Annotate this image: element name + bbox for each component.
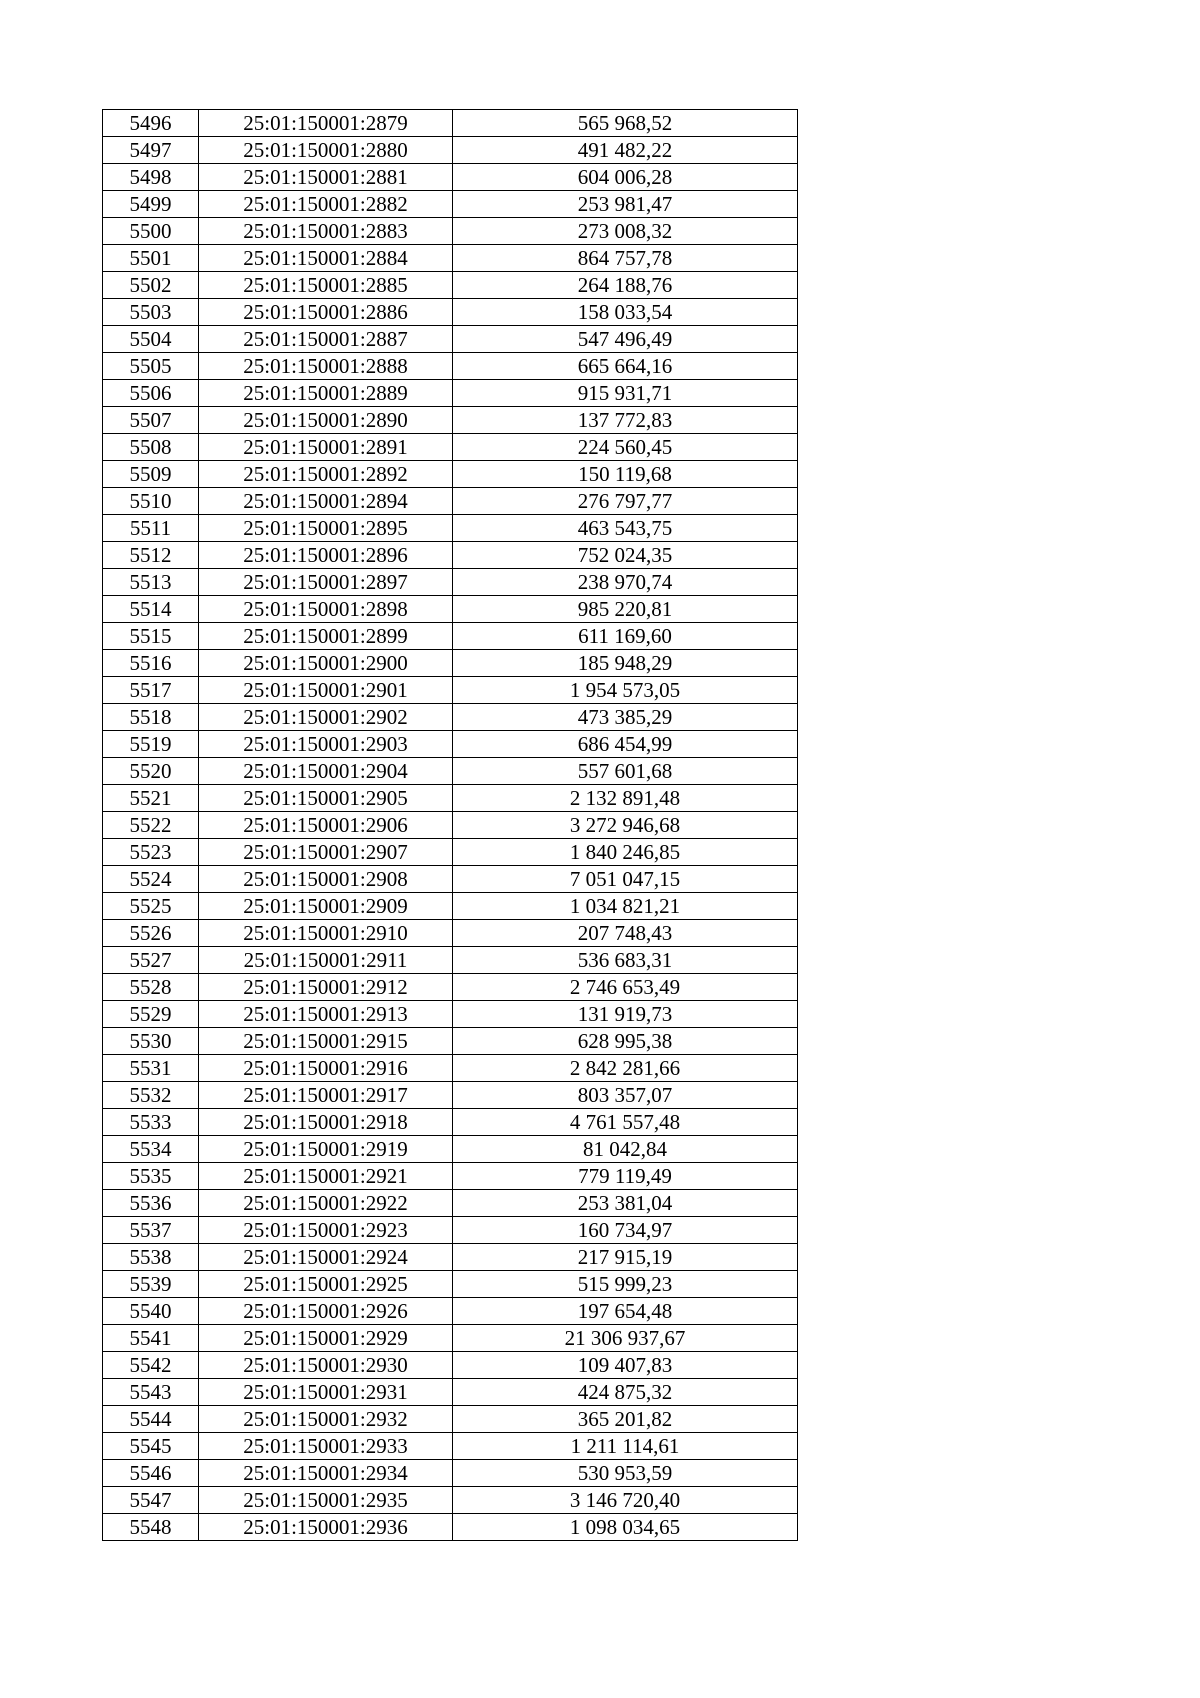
row-number-cell: 5528 xyxy=(103,974,199,1001)
value-cell: 779 119,49 xyxy=(453,1163,798,1190)
cadastral-number-cell: 25:01:150001:2879 xyxy=(199,110,453,137)
row-number-cell: 5509 xyxy=(103,461,199,488)
value-cell: 1 098 034,65 xyxy=(453,1514,798,1541)
table-row xyxy=(103,407,798,434)
cadastral-number-cell: 25:01:150001:2886 xyxy=(199,299,453,326)
table-row xyxy=(103,1244,798,1271)
row-number-cell: 5541 xyxy=(103,1325,199,1352)
row-number-cell: 5523 xyxy=(103,839,199,866)
cadastral-value-table xyxy=(102,109,798,1541)
table-row xyxy=(103,812,798,839)
value-cell: 3 272 946,68 xyxy=(453,812,798,839)
row-number-cell: 5525 xyxy=(103,893,199,920)
value-cell: 253 981,47 xyxy=(453,191,798,218)
value-cell: 109 407,83 xyxy=(453,1352,798,1379)
table-row xyxy=(103,893,798,920)
row-number-cell: 5510 xyxy=(103,488,199,515)
cadastral-number-cell: 25:01:150001:2923 xyxy=(199,1217,453,1244)
row-number-cell: 5535 xyxy=(103,1163,199,1190)
value-cell: 185 948,29 xyxy=(453,650,798,677)
value-cell: 665 664,16 xyxy=(453,353,798,380)
cadastral-number-cell: 25:01:150001:2902 xyxy=(199,704,453,731)
row-number-cell: 5538 xyxy=(103,1244,199,1271)
row-number-cell: 5542 xyxy=(103,1352,199,1379)
cadastral-number-cell: 25:01:150001:2897 xyxy=(199,569,453,596)
cadastral-number-cell: 25:01:150001:2915 xyxy=(199,1028,453,1055)
cadastral-number-cell: 25:01:150001:2935 xyxy=(199,1487,453,1514)
row-number-cell: 5539 xyxy=(103,1271,199,1298)
value-cell: 365 201,82 xyxy=(453,1406,798,1433)
value-cell: 1 034 821,21 xyxy=(453,893,798,920)
table-row xyxy=(103,245,798,272)
cadastral-number-cell: 25:01:150001:2900 xyxy=(199,650,453,677)
cadastral-number-cell: 25:01:150001:2917 xyxy=(199,1082,453,1109)
cadastral-number-cell: 25:01:150001:2936 xyxy=(199,1514,453,1541)
table-row xyxy=(103,299,798,326)
cadastral-number-cell: 25:01:150001:2908 xyxy=(199,866,453,893)
value-cell: 4 761 557,48 xyxy=(453,1109,798,1136)
cadastral-number-cell: 25:01:150001:2905 xyxy=(199,785,453,812)
cadastral-number-cell: 25:01:150001:2891 xyxy=(199,434,453,461)
row-number-cell: 5506 xyxy=(103,380,199,407)
table-row xyxy=(103,1109,798,1136)
row-number-cell: 5522 xyxy=(103,812,199,839)
table-row xyxy=(103,1190,798,1217)
row-number-cell: 5546 xyxy=(103,1460,199,1487)
table-row xyxy=(103,1460,798,1487)
cadastral-number-cell: 25:01:150001:2894 xyxy=(199,488,453,515)
cadastral-number-cell: 25:01:150001:2919 xyxy=(199,1136,453,1163)
value-cell: 565 968,52 xyxy=(453,110,798,137)
table-row xyxy=(103,947,798,974)
value-cell: 150 119,68 xyxy=(453,461,798,488)
cadastral-number-cell: 25:01:150001:2888 xyxy=(199,353,453,380)
row-number-cell: 5544 xyxy=(103,1406,199,1433)
value-cell: 2 132 891,48 xyxy=(453,785,798,812)
value-cell: 131 919,73 xyxy=(453,1001,798,1028)
table-row xyxy=(103,704,798,731)
value-cell: 276 797,77 xyxy=(453,488,798,515)
row-number-cell: 5524 xyxy=(103,866,199,893)
row-number-cell: 5543 xyxy=(103,1379,199,1406)
row-number-cell: 5521 xyxy=(103,785,199,812)
cadastral-number-cell: 25:01:150001:2901 xyxy=(199,677,453,704)
value-cell: 985 220,81 xyxy=(453,596,798,623)
value-cell: 530 953,59 xyxy=(453,1460,798,1487)
cadastral-number-cell: 25:01:150001:2921 xyxy=(199,1163,453,1190)
value-cell: 217 915,19 xyxy=(453,1244,798,1271)
value-cell: 158 033,54 xyxy=(453,299,798,326)
value-cell: 2 746 653,49 xyxy=(453,974,798,1001)
value-cell: 238 970,74 xyxy=(453,569,798,596)
table-row xyxy=(103,1001,798,1028)
table-row xyxy=(103,110,798,137)
cadastral-number-cell: 25:01:150001:2899 xyxy=(199,623,453,650)
value-cell: 253 381,04 xyxy=(453,1190,798,1217)
table-row xyxy=(103,866,798,893)
table-row xyxy=(103,1406,798,1433)
cadastral-number-cell: 25:01:150001:2890 xyxy=(199,407,453,434)
cadastral-number-cell: 25:01:150001:2926 xyxy=(199,1298,453,1325)
value-cell: 2 842 281,66 xyxy=(453,1055,798,1082)
row-number-cell: 5504 xyxy=(103,326,199,353)
value-cell: 81 042,84 xyxy=(453,1136,798,1163)
row-number-cell: 5514 xyxy=(103,596,199,623)
table-body xyxy=(103,110,798,1541)
value-cell: 536 683,31 xyxy=(453,947,798,974)
row-number-cell: 5515 xyxy=(103,623,199,650)
value-cell: 628 995,38 xyxy=(453,1028,798,1055)
table-row xyxy=(103,218,798,245)
table-row xyxy=(103,1433,798,1460)
cadastral-number-cell: 25:01:150001:2918 xyxy=(199,1109,453,1136)
row-number-cell: 5502 xyxy=(103,272,199,299)
row-number-cell: 5530 xyxy=(103,1028,199,1055)
table-row xyxy=(103,272,798,299)
row-number-cell: 5505 xyxy=(103,353,199,380)
value-cell: 515 999,23 xyxy=(453,1271,798,1298)
row-number-cell: 5498 xyxy=(103,164,199,191)
value-cell: 273 008,32 xyxy=(453,218,798,245)
value-cell: 21 306 937,67 xyxy=(453,1325,798,1352)
row-number-cell: 5507 xyxy=(103,407,199,434)
row-number-cell: 5531 xyxy=(103,1055,199,1082)
cadastral-number-cell: 25:01:150001:2887 xyxy=(199,326,453,353)
value-cell: 557 601,68 xyxy=(453,758,798,785)
row-number-cell: 5547 xyxy=(103,1487,199,1514)
value-cell: 686 454,99 xyxy=(453,731,798,758)
cadastral-number-cell: 25:01:150001:2881 xyxy=(199,164,453,191)
row-number-cell: 5511 xyxy=(103,515,199,542)
row-number-cell: 5532 xyxy=(103,1082,199,1109)
table-row xyxy=(103,677,798,704)
cadastral-number-cell: 25:01:150001:2931 xyxy=(199,1379,453,1406)
table-row xyxy=(103,1487,798,1514)
row-number-cell: 5501 xyxy=(103,245,199,272)
table-row xyxy=(103,380,798,407)
table-row xyxy=(103,1217,798,1244)
cadastral-number-cell: 25:01:150001:2911 xyxy=(199,947,453,974)
cadastral-number-cell: 25:01:150001:2930 xyxy=(199,1352,453,1379)
row-number-cell: 5545 xyxy=(103,1433,199,1460)
cadastral-number-cell: 25:01:150001:2882 xyxy=(199,191,453,218)
value-cell: 752 024,35 xyxy=(453,542,798,569)
cadastral-number-cell: 25:01:150001:2922 xyxy=(199,1190,453,1217)
value-cell: 160 734,97 xyxy=(453,1217,798,1244)
table-row xyxy=(103,1325,798,1352)
value-cell: 424 875,32 xyxy=(453,1379,798,1406)
cadastral-number-cell: 25:01:150001:2929 xyxy=(199,1325,453,1352)
row-number-cell: 5529 xyxy=(103,1001,199,1028)
row-number-cell: 5518 xyxy=(103,704,199,731)
row-number-cell: 5526 xyxy=(103,920,199,947)
value-cell: 264 188,76 xyxy=(453,272,798,299)
table-row xyxy=(103,1271,798,1298)
cadastral-number-cell: 25:01:150001:2913 xyxy=(199,1001,453,1028)
cadastral-number-cell: 25:01:150001:2909 xyxy=(199,893,453,920)
row-number-cell: 5548 xyxy=(103,1514,199,1541)
value-cell: 1 840 246,85 xyxy=(453,839,798,866)
row-number-cell: 5537 xyxy=(103,1217,199,1244)
table-row xyxy=(103,1379,798,1406)
cadastral-number-cell: 25:01:150001:2933 xyxy=(199,1433,453,1460)
row-number-cell: 5527 xyxy=(103,947,199,974)
cadastral-number-cell: 25:01:150001:2883 xyxy=(199,218,453,245)
cadastral-number-cell: 25:01:150001:2896 xyxy=(199,542,453,569)
value-cell: 224 560,45 xyxy=(453,434,798,461)
value-cell: 915 931,71 xyxy=(453,380,798,407)
value-cell: 611 169,60 xyxy=(453,623,798,650)
table-row xyxy=(103,1298,798,1325)
table-row xyxy=(103,974,798,1001)
value-cell: 197 654,48 xyxy=(453,1298,798,1325)
table-row xyxy=(103,731,798,758)
table-row xyxy=(103,596,798,623)
table-row xyxy=(103,1136,798,1163)
cadastral-number-cell: 25:01:150001:2925 xyxy=(199,1271,453,1298)
table-row xyxy=(103,137,798,164)
table-row xyxy=(103,1163,798,1190)
table-row xyxy=(103,515,798,542)
row-number-cell: 5533 xyxy=(103,1109,199,1136)
table-row xyxy=(103,488,798,515)
cadastral-number-cell: 25:01:150001:2924 xyxy=(199,1244,453,1271)
value-cell: 463 543,75 xyxy=(453,515,798,542)
table-row xyxy=(103,839,798,866)
row-number-cell: 5497 xyxy=(103,137,199,164)
row-number-cell: 5499 xyxy=(103,191,199,218)
cadastral-number-cell: 25:01:150001:2880 xyxy=(199,137,453,164)
value-cell: 3 146 720,40 xyxy=(453,1487,798,1514)
table-row xyxy=(103,785,798,812)
cadastral-number-cell: 25:01:150001:2884 xyxy=(199,245,453,272)
row-number-cell: 5508 xyxy=(103,434,199,461)
value-cell: 1 954 573,05 xyxy=(453,677,798,704)
table-row xyxy=(103,164,798,191)
table-row xyxy=(103,353,798,380)
cadastral-number-cell: 25:01:150001:2906 xyxy=(199,812,453,839)
value-cell: 137 772,83 xyxy=(453,407,798,434)
row-number-cell: 5516 xyxy=(103,650,199,677)
row-number-cell: 5540 xyxy=(103,1298,199,1325)
cadastral-number-cell: 25:01:150001:2907 xyxy=(199,839,453,866)
value-cell: 1 211 114,61 xyxy=(453,1433,798,1460)
value-cell: 803 357,07 xyxy=(453,1082,798,1109)
table-row xyxy=(103,650,798,677)
value-cell: 604 006,28 xyxy=(453,164,798,191)
table-row xyxy=(103,191,798,218)
row-number-cell: 5503 xyxy=(103,299,199,326)
table-row xyxy=(103,920,798,947)
row-number-cell: 5520 xyxy=(103,758,199,785)
cadastral-number-cell: 25:01:150001:2895 xyxy=(199,515,453,542)
cadastral-number-cell: 25:01:150001:2934 xyxy=(199,1460,453,1487)
cadastral-number-cell: 25:01:150001:2912 xyxy=(199,974,453,1001)
table-row xyxy=(103,542,798,569)
cadastral-number-cell: 25:01:150001:2932 xyxy=(199,1406,453,1433)
table-row xyxy=(103,758,798,785)
cadastral-number-cell: 25:01:150001:2910 xyxy=(199,920,453,947)
cadastral-number-cell: 25:01:150001:2916 xyxy=(199,1055,453,1082)
value-cell: 864 757,78 xyxy=(453,245,798,272)
cadastral-number-cell: 25:01:150001:2885 xyxy=(199,272,453,299)
value-cell: 491 482,22 xyxy=(453,137,798,164)
row-number-cell: 5512 xyxy=(103,542,199,569)
table-row xyxy=(103,623,798,650)
cadastral-number-cell: 25:01:150001:2898 xyxy=(199,596,453,623)
cadastral-number-cell: 25:01:150001:2892 xyxy=(199,461,453,488)
table-row xyxy=(103,461,798,488)
table-row xyxy=(103,1082,798,1109)
row-number-cell: 5519 xyxy=(103,731,199,758)
value-cell: 207 748,43 xyxy=(453,920,798,947)
row-number-cell: 5513 xyxy=(103,569,199,596)
table-row xyxy=(103,1028,798,1055)
cadastral-number-cell: 25:01:150001:2904 xyxy=(199,758,453,785)
table-row xyxy=(103,1352,798,1379)
row-number-cell: 5536 xyxy=(103,1190,199,1217)
table-row xyxy=(103,326,798,353)
table-row xyxy=(103,434,798,461)
row-number-cell: 5517 xyxy=(103,677,199,704)
cadastral-number-cell: 25:01:150001:2903 xyxy=(199,731,453,758)
table-row xyxy=(103,569,798,596)
value-cell: 473 385,29 xyxy=(453,704,798,731)
row-number-cell: 5496 xyxy=(103,110,199,137)
table-row xyxy=(103,1514,798,1541)
row-number-cell: 5500 xyxy=(103,218,199,245)
value-cell: 7 051 047,15 xyxy=(453,866,798,893)
cadastral-number-cell: 25:01:150001:2889 xyxy=(199,380,453,407)
row-number-cell: 5534 xyxy=(103,1136,199,1163)
table-row xyxy=(103,1055,798,1082)
value-cell: 547 496,49 xyxy=(453,326,798,353)
